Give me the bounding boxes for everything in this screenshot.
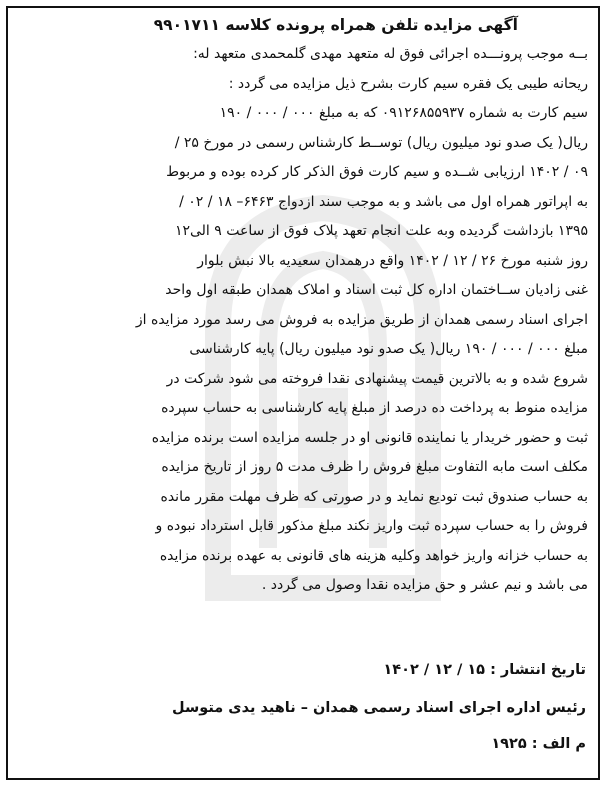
body-line: ریحانه طیبی یک فقره سیم کارت بشرح ذیل مزایده می گردد : bbox=[228, 75, 588, 92]
body-line: مبلغ ۰۰۰ / ۰۰۰ / ۱۹۰ ریال( یک صدو نود میلیون ریال) پایه کارشناسی bbox=[189, 341, 588, 357]
body-line: سیم کارت به شماره ۰۹۱۲۶۸۵۵۹۳۷ که به مبلغ ۰۰۰ / ۰۰۰ / ۱۹۰ bbox=[219, 105, 588, 121]
notice-frame bbox=[6, 6, 600, 780]
publication-date: تاریخ انتشار : ۱۵ / ۱۲ / ۱۴۰۲ bbox=[383, 662, 586, 678]
body-line: ۱۳۹۵ بازداشت گردیده وبه علت انجام تعهد پلاک فوق از ساعت ۹ الی۱۲ bbox=[174, 223, 588, 239]
notice-title: آگهی مزایده تلفن همراه پرونده کلاسه ۹۹۰۱۷۱۱ bbox=[153, 16, 518, 34]
body-line: ۰۹ / ۱۴۰۲ ارزیابی شــده و سیم کارت فوق الذکر کار کرده بوده و مربوط bbox=[166, 164, 588, 180]
body-line: غنی زادیان ســاختمان اداره کل ثبت اسناد و املاک همدان طبقه اول واحد bbox=[165, 282, 588, 298]
body-line: شروع شده و به بالاترین قیمت پیشنهادی نقدا فروخته می شود شرکت در bbox=[166, 370, 588, 387]
notice-body bbox=[18, 40, 588, 601]
body-line: به اپراتور همراه اول می باشد و به موجب سند ازدواج ۶۴۶۳– ۱۸ / ۰۲ / bbox=[179, 193, 588, 210]
body-line: به حساب خزانه واریز خواهد وکلیه هزینه های قانونی به عهده برنده مزایده bbox=[159, 547, 588, 564]
body-line: فروش را به حساب سپرده ثبت واریز نکند مبلغ مذکور قابل استرداد نبوده و bbox=[155, 518, 588, 534]
reference-code: م الف : ۱۹۲۵ bbox=[491, 736, 586, 752]
body-line: مزایده منوط به پرداخت ده درصد از مبلغ پایه کارشناسی به حساب سپرده bbox=[161, 400, 588, 416]
body-line: بــه موجب پرونـــده اجرائی فوق له متعهد مهدی گلمحمدی متعهد له: bbox=[193, 46, 588, 62]
body-line: مکلف است مابه التفاوت مبلغ فروش را ظرف مدت ۵ روز از تاریخ مزایده bbox=[161, 459, 588, 475]
body-line: روز شنبه مورخ ۲۶ / ۱۲ / ۱۴۰۲ واقع درهمدان سعیدیه بالا نبش بلوار bbox=[197, 252, 588, 269]
signature-line: رئیس اداره اجرای اسناد رسمی همدان – ناهید یدی متوسل bbox=[172, 700, 586, 716]
body-line: به حساب صندوق ثبت تودیع نماید و در صورتی که ظرف مهلت مقرر مانده bbox=[160, 488, 588, 505]
body-line: ثبت و حضور خریدار یا نماینده قانونی او در جلسه مزایده است برنده مزایده bbox=[151, 429, 588, 446]
body-line: می باشد و نیم عشر و حق مزایده نقدا وصول می گردد . bbox=[261, 577, 588, 593]
body-line: اجرای اسناد رسمی همدان از طریق مزایده به فروش می رسد مورد مزایده از bbox=[135, 311, 588, 328]
body-line: ریال( یک صدو نود میلیون ریال) توســط کارشناس رسمی در مورخ ۲۵ / bbox=[174, 134, 588, 151]
